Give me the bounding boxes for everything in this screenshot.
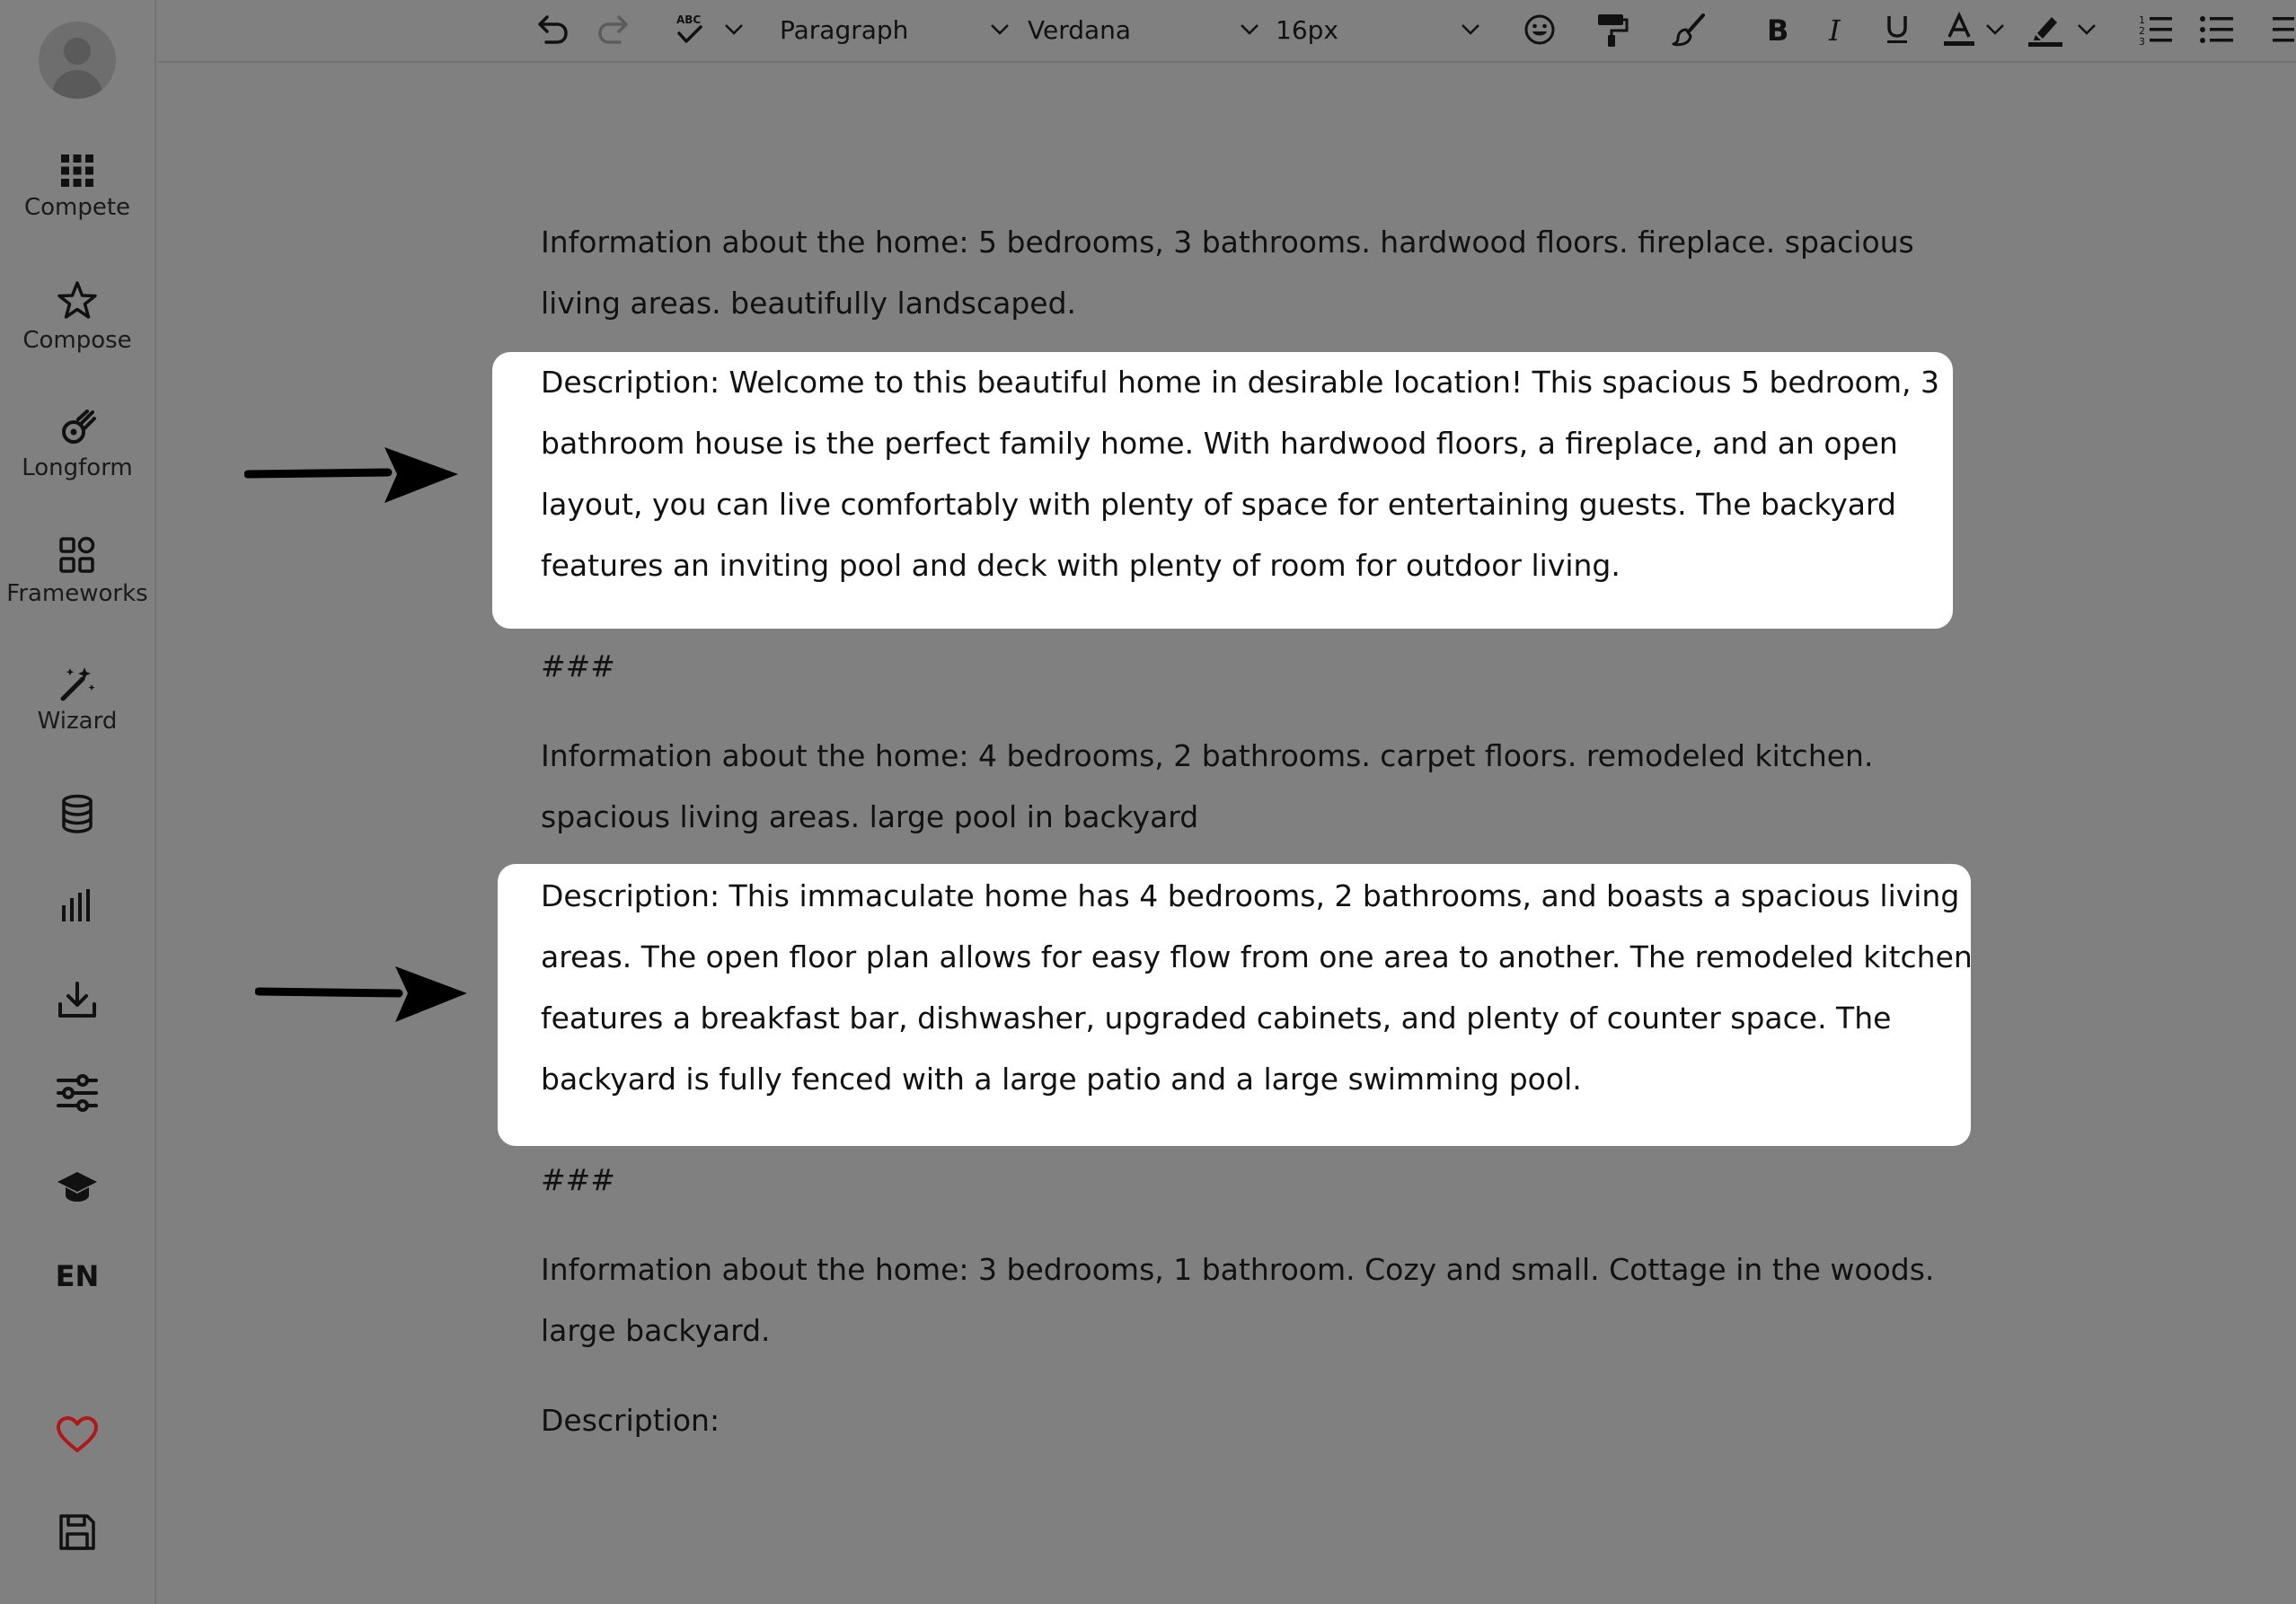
sidebar-item-database[interactable]: [0, 794, 155, 833]
highlight-caret[interactable]: [2077, 7, 2097, 52]
save-icon: [57, 1512, 97, 1552]
separator: ###: [541, 1162, 615, 1197]
font-size-value: 16px: [1276, 14, 1338, 45]
comet-icon: [57, 408, 98, 449]
description-line: Description: Welcome to this beautiful home in desirable location! This spacious 5 bedroom, 3: [541, 365, 1939, 400]
text-color-caret[interactable]: [1985, 7, 2005, 52]
download-icon: [57, 981, 98, 1018]
text-color-button[interactable]: [1942, 7, 1976, 52]
paragraph: large backyard.: [541, 1313, 771, 1348]
numbered-list-icon: [2138, 13, 2174, 47]
separator: ###: [541, 648, 615, 683]
save-button[interactable]: [0, 1512, 155, 1552]
graduation-cap-icon: [56, 1169, 99, 1203]
arrow-right-icon: [255, 959, 480, 1031]
paragraph: Information about the home: 3 bedrooms, 1 bathroom. Cozy and small. Cottage in the woods.: [541, 1252, 1935, 1287]
frameworks-icon: [57, 535, 97, 575]
description-line: features a breakfast bar, dishwasher, upgraded cabinets, and plenty of counter space. The: [541, 1000, 1892, 1036]
bullet-list-icon: [2199, 13, 2235, 47]
chevron-down-icon: [1461, 23, 1480, 36]
favorites-button[interactable]: [0, 1415, 155, 1453]
undo-button[interactable]: [534, 7, 570, 52]
paragraph: Information about the home: 5 bedrooms, 3 bathrooms. hardwood floors. fireplace. spacious: [541, 225, 1914, 260]
sidebar-item-compete[interactable]: [0, 153, 155, 221]
description-prompt: Description:: [541, 1403, 720, 1438]
underline-icon: [1883, 13, 1912, 47]
numbered-list-button[interactable]: [2138, 7, 2174, 52]
avatar[interactable]: [39, 22, 116, 99]
database-icon: [59, 794, 95, 833]
description-line: features an inviting pool and deck with plenty of room for outdoor living.: [541, 548, 1620, 583]
chevron-down-icon: [1240, 23, 1259, 36]
clear-format-button[interactable]: [1671, 7, 1707, 52]
undo-icon: [534, 13, 570, 46]
sidebar-item-analytics[interactable]: [0, 887, 155, 923]
description-line: Description: This immaculate home has 4 bedrooms, 2 bathrooms, and boasts a spacious living: [541, 878, 1960, 913]
sidebar-item-label: Wizard: [37, 708, 118, 735]
magic-wand-icon: [57, 663, 97, 702]
redo-button[interactable]: [596, 7, 632, 52]
sliders-icon: [56, 1074, 99, 1112]
text-color-icon: [1942, 12, 1976, 48]
sidebar-item-longform[interactable]: [0, 408, 155, 481]
font-size-select[interactable]: [1276, 7, 1484, 52]
emoji-icon: [1523, 13, 1556, 46]
spellcheck-icon: [674, 12, 706, 48]
sidebar-item-label: Compose: [22, 327, 132, 354]
font-family-select[interactable]: [1028, 7, 1274, 52]
sidebar: [0, 0, 156, 1604]
description-line: bathroom house is the perfect family home. With hardwood floors, a fireplace, and an open: [541, 426, 1898, 461]
svg-text:2: 2: [2139, 25, 2145, 37]
block-format-value: Paragraph: [780, 14, 909, 45]
chevron-down-icon: [724, 23, 744, 36]
svg-text:3: 3: [2139, 36, 2145, 47]
underline-button[interactable]: [1883, 7, 1912, 52]
bar-chart-icon: [59, 887, 95, 923]
description-line: layout, you can live comfortably with plenty of space for entertaining guests. The backyard: [541, 487, 1896, 522]
svg-text:B: B: [1767, 13, 1789, 46]
sidebar-item-label: Compete: [23, 194, 131, 221]
emoji-button[interactable]: [1523, 7, 1556, 52]
italic-icon: [1825, 13, 1849, 46]
align-justify-icon: [2271, 13, 2294, 47]
description-line: areas. The open floor plan allows for easy flow from one area to another. The remodeled kitchen: [541, 939, 1973, 974]
more-options-button[interactable]: [2271, 7, 2294, 52]
brush-icon: [1671, 12, 1707, 48]
sidebar-item-academy[interactable]: [0, 1169, 155, 1203]
paragraph: spacious living areas. large pool in backyard: [541, 799, 1199, 834]
language-label: EN: [55, 1259, 100, 1293]
spellcheck-dropdown[interactable]: [724, 7, 744, 52]
svg-text:I: I: [1829, 13, 1841, 46]
spellcheck-button[interactable]: [674, 7, 706, 52]
highlighted-description-1: [492, 352, 1953, 629]
bold-icon: [1764, 13, 1791, 46]
language-switch[interactable]: [0, 1259, 155, 1293]
chevron-down-icon: [990, 23, 1010, 36]
chevron-down-icon: [1985, 23, 2005, 36]
highlight-button[interactable]: [2027, 7, 2064, 52]
editor-toolbar: [158, 0, 2296, 63]
sidebar-item-compose[interactable]: [0, 280, 155, 354]
svg-text:1: 1: [2139, 14, 2145, 26]
sidebar-item-label: Longform: [22, 454, 133, 481]
redo-icon: [596, 13, 632, 46]
paragraph: living areas. beautifully landscaped.: [541, 286, 1077, 321]
italic-button[interactable]: [1825, 7, 1849, 52]
format-painter-button[interactable]: [1595, 7, 1629, 52]
sidebar-item-label: Frameworks: [6, 580, 148, 607]
highlighted-description-2: [498, 864, 1971, 1146]
sidebar-item-download[interactable]: [0, 981, 155, 1018]
sidebar-item-wizard[interactable]: [0, 663, 155, 735]
sidebar-item-settings[interactable]: [0, 1074, 155, 1112]
arrow-right-icon: [244, 440, 469, 512]
svg-text:ABC: ABC: [676, 13, 702, 26]
heart-icon: [56, 1415, 99, 1453]
paragraph: Information about the home: 4 bedrooms, 2 bathrooms. carpet floors. remodeled kitchen.: [541, 738, 1874, 773]
description-line: backyard is fully fenced with a large patio and a large swimming pool.: [541, 1062, 1582, 1097]
sidebar-item-frameworks[interactable]: [0, 535, 155, 607]
paint-roller-icon: [1595, 12, 1629, 48]
block-format-select[interactable]: [780, 7, 1022, 52]
font-family-value: Verdana: [1028, 14, 1132, 45]
bold-button[interactable]: [1764, 7, 1791, 52]
highlighter-icon: [2027, 12, 2064, 48]
star-icon: [57, 280, 98, 322]
chevron-down-icon: [2077, 23, 2097, 36]
bullet-list-button[interactable]: [2199, 7, 2235, 52]
grid-icon: [59, 153, 95, 189]
